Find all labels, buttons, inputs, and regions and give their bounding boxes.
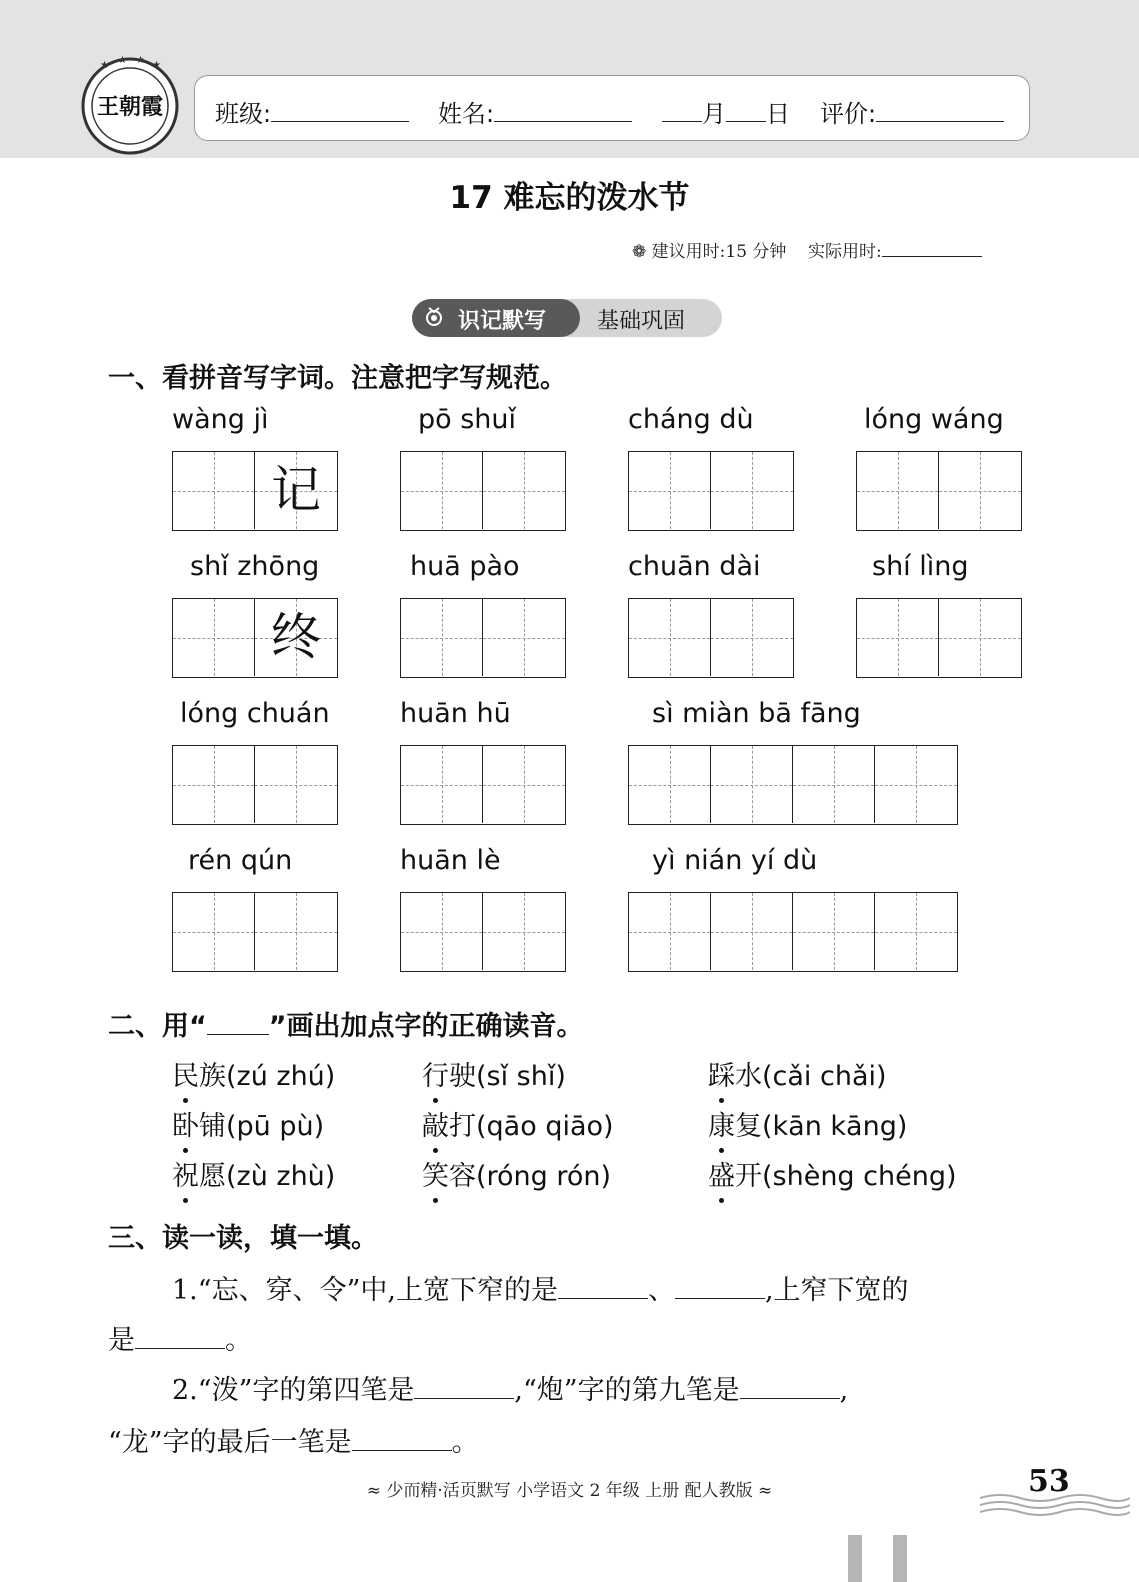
reading-item[interactable]	[422, 1154, 611, 1193]
reading-item[interactable]	[172, 1154, 335, 1193]
word-character: 容	[449, 1161, 476, 1192]
tianzige-cell[interactable]	[711, 599, 793, 676]
tianzige-cell[interactable]	[401, 599, 483, 676]
writing-box	[172, 598, 338, 678]
svg-text:★: ★	[100, 60, 109, 71]
q2-blank-2[interactable]	[740, 1374, 840, 1399]
student-info-box	[194, 75, 1030, 141]
reading-item[interactable]	[708, 1104, 907, 1143]
section3-heading: 三、读一读，填一填。	[108, 1223, 378, 1254]
footer-text: ≈ 少而精·活页默写 小学语文 2 年级 上册 配人教版 ≈	[366, 1481, 773, 1501]
dotted-character: 踩	[708, 1054, 735, 1093]
pinyin-options: (kān kāng)	[762, 1111, 908, 1142]
clock-icon: ❁	[632, 242, 647, 262]
reading-item[interactable]	[422, 1104, 614, 1143]
word-character: 族	[199, 1061, 226, 1092]
pinyin-label: wàng jì	[172, 404, 269, 435]
dotted-character: 笑	[422, 1154, 449, 1193]
writing-box	[628, 451, 794, 531]
sample-character: 记	[271, 461, 321, 519]
word-character: 驶	[449, 1061, 476, 1092]
tianzige-cell[interactable]	[629, 599, 711, 676]
publisher-logo	[80, 56, 180, 156]
tianzige-cell[interactable]	[629, 746, 711, 823]
suggested-time: 建议用时:15 分钟	[651, 242, 787, 262]
month-label: 月	[702, 100, 726, 128]
svg-text:★: ★	[118, 56, 127, 66]
svg-text:★: ★	[152, 60, 161, 71]
pinyin-label: huān hū	[400, 698, 511, 729]
dotted-character: 行	[422, 1054, 449, 1093]
question-2-line1: 2.“泼”字的第四笔是 ,“炮”字的第九笔是 ,	[172, 1375, 849, 1406]
tianzige-cell[interactable]	[401, 893, 483, 970]
dotted-character: 民	[172, 1054, 199, 1093]
pinyin-options: (róng rón)	[476, 1161, 612, 1192]
tianzige-cell[interactable]	[173, 746, 255, 823]
tianzige-cell[interactable]	[173, 893, 255, 970]
q1-blank-1[interactable]	[558, 1274, 648, 1299]
pinyin-options: (cǎi chǎi)	[762, 1061, 887, 1092]
writing-box	[172, 451, 338, 531]
tianzige-cell[interactable]	[793, 893, 875, 970]
q1-blank-2[interactable]	[675, 1274, 765, 1299]
pinyin-label: huān lè	[400, 845, 501, 876]
pinyin-options: (qāo qiāo)	[476, 1111, 614, 1142]
binding-mark-1	[848, 1535, 862, 1582]
dotted-character: 祝	[172, 1154, 199, 1193]
word-character: 水	[735, 1061, 762, 1092]
badge-left-label: 识记默写	[458, 309, 547, 334]
time-line	[632, 237, 982, 262]
tianzige-cell[interactable]	[483, 599, 565, 676]
section1-heading: 一、看拼音写字词。注意把字写规范。	[108, 363, 567, 394]
pinyin-label: chuān dài	[628, 551, 761, 582]
tianzige-cell[interactable]	[255, 599, 337, 676]
name-field[interactable]	[438, 94, 632, 129]
wave-decoration	[980, 1490, 1130, 1520]
pinyin-label: cháng dù	[628, 404, 754, 435]
pinyin-options: (zù zhù)	[226, 1161, 336, 1192]
section-badge	[412, 299, 722, 337]
page-number: 53	[1028, 1464, 1070, 1499]
pinyin-options: (sǐ shǐ)	[476, 1061, 566, 1092]
writing-box	[400, 892, 566, 972]
writing-box	[172, 745, 338, 825]
writing-box	[628, 892, 958, 972]
page-title: 17 难忘的泼水节	[449, 180, 690, 216]
q2-blank-3[interactable]	[352, 1426, 452, 1451]
dotted-character: 康	[708, 1104, 735, 1143]
pinyin-label: huā pào	[410, 551, 520, 582]
dotted-character: 盛	[708, 1154, 735, 1193]
reading-item[interactable]	[708, 1054, 887, 1093]
class-label: 班级:	[215, 100, 272, 128]
tianzige-cell[interactable]	[857, 599, 939, 676]
tianzige-cell[interactable]	[483, 746, 565, 823]
reading-item[interactable]	[172, 1104, 324, 1143]
tianzige-cell[interactable]	[711, 452, 793, 529]
pinyin-options: (zú zhú)	[226, 1061, 336, 1092]
tianzige-cell[interactable]	[173, 452, 255, 529]
tianzige-cell[interactable]	[711, 746, 793, 823]
day-label: 日	[766, 100, 790, 128]
pinyin-options: (pū pù)	[226, 1111, 325, 1142]
word-character: 复	[735, 1111, 762, 1142]
tianzige-cell[interactable]	[875, 893, 957, 970]
tianzige-cell[interactable]	[401, 746, 483, 823]
pinyin-label: lóng chuán	[180, 698, 330, 729]
date-field[interactable]	[662, 94, 790, 129]
writing-box	[400, 598, 566, 678]
svg-text:★: ★	[136, 56, 145, 66]
word-character: 愿	[199, 1161, 226, 1192]
actual-time-blank[interactable]	[882, 238, 982, 257]
pinyin-label: pō shuǐ	[418, 404, 517, 435]
medal-icon	[424, 307, 444, 327]
writing-box	[400, 451, 566, 531]
pinyin-label: yì nián yí dù	[652, 845, 818, 876]
pinyin-label: shǐ zhōng	[190, 551, 320, 582]
writing-box	[856, 598, 1022, 678]
reading-item[interactable]	[172, 1054, 335, 1093]
tianzige-cell[interactable]	[255, 746, 337, 823]
dotted-character: 卧	[172, 1104, 199, 1143]
pinyin-label: rén qún	[188, 845, 293, 876]
section2-heading: 二、用“ ”画出加点字的正确读音。	[108, 1011, 584, 1042]
sample-character: 终	[271, 608, 321, 666]
tianzige-cell[interactable]	[483, 893, 565, 970]
writing-box	[400, 745, 566, 825]
tianzige-cell[interactable]	[483, 452, 565, 529]
tianzige-cell[interactable]	[255, 452, 337, 529]
tianzige-cell[interactable]	[401, 452, 483, 529]
q2-blank-1[interactable]	[414, 1374, 514, 1399]
class-field[interactable]	[215, 94, 409, 129]
tianzige-cell[interactable]	[255, 893, 337, 970]
reading-item[interactable]	[708, 1154, 957, 1193]
question-2-line2: “龙”字的最后一笔是 。	[108, 1427, 479, 1458]
tianzige-cell[interactable]	[629, 452, 711, 529]
pinyin-label: shí lìng	[872, 551, 969, 582]
rating-field[interactable]	[820, 94, 1004, 129]
question-1-line2: 是 。	[108, 1325, 252, 1356]
tianzige-cell[interactable]	[173, 599, 255, 676]
tianzige-cell[interactable]	[857, 452, 939, 529]
tianzige-cell[interactable]	[711, 893, 793, 970]
tianzige-cell[interactable]	[939, 599, 1021, 676]
word-character: 铺	[199, 1111, 226, 1142]
binding-mark-2	[893, 1535, 907, 1582]
name-label: 姓名:	[438, 100, 495, 128]
pinyin-label: sì miàn bā fāng	[652, 698, 861, 729]
tianzige-cell[interactable]	[875, 746, 957, 823]
word-character: 开	[735, 1161, 762, 1192]
tianzige-cell[interactable]	[629, 893, 711, 970]
dotted-character: 敲	[422, 1104, 449, 1143]
tianzige-cell[interactable]	[793, 746, 875, 823]
writing-box	[856, 451, 1022, 531]
logo-text: 王朝霞	[96, 94, 164, 120]
writing-box	[628, 745, 958, 825]
badge-right-label: 基础巩固	[597, 309, 686, 334]
rating-label: 评价:	[820, 100, 877, 128]
q1-blank-3[interactable]	[135, 1324, 225, 1349]
writing-box	[628, 598, 794, 678]
actual-time-label: 实际用时:	[808, 242, 882, 262]
tianzige-cell[interactable]	[939, 452, 1021, 529]
question-1-line1: 1.“忘、穿、令”中,上宽下窄的是 、 ,上窄下宽的	[172, 1275, 909, 1306]
writing-box	[172, 892, 338, 972]
reading-item[interactable]	[422, 1054, 566, 1093]
word-character: 打	[449, 1111, 476, 1142]
pinyin-label: lóng wáng	[864, 404, 1004, 435]
pinyin-options: (shèng chéng)	[762, 1161, 957, 1192]
